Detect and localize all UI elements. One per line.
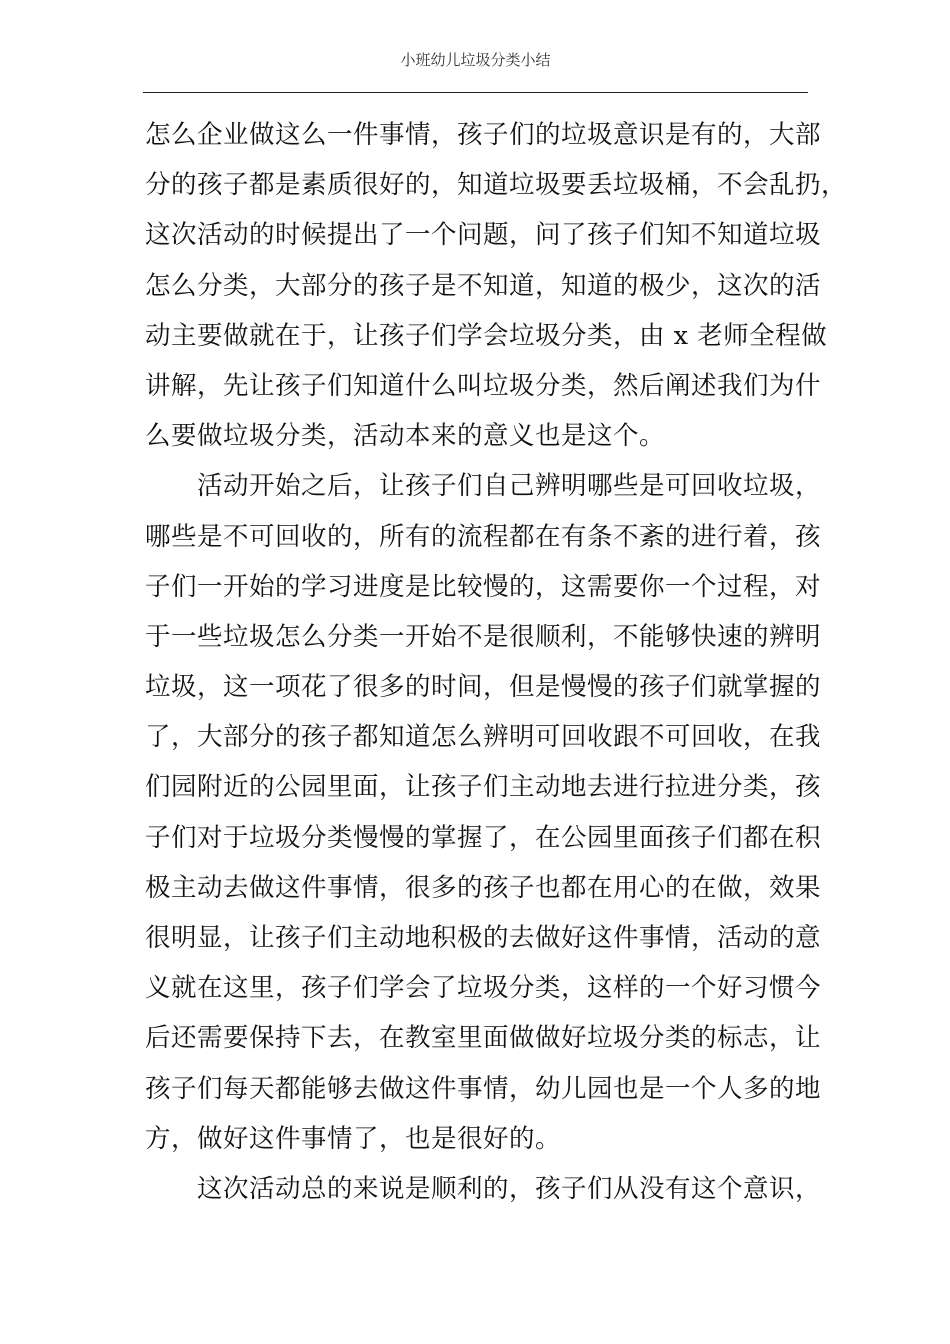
text-line: 讲解，先让孩子们知道什么叫垃圾分类，然后阐述我们为什 [145,370,822,401]
text-line: 方，做好这件事情了，也是很好的。 [145,1123,562,1154]
text-line: 了，大部分的孩子都知道怎么辨明可回收跟不可回收，在我 [145,722,822,753]
header-divider [143,92,808,93]
text-line: 极主动去做这件事情，很多的孩子也都在用心的在做，效果 [145,872,822,903]
text-line: 孩子们每天都能够去做这件事情，幼儿园也是一个人多的地 [145,1073,822,1104]
text-line: 垃圾，这一项花了很多的时间，但是慢慢的孩子们就掌握的 [145,672,822,703]
text-line: 哪些是不可回收的，所有的流程都在有条不紊的进行着，孩 [145,521,822,552]
text-line: 们园附近的公园里面，让孩子们主动地去进行拉进分类，孩 [145,772,822,803]
text-line: 动主要做就在于，让孩子们学会垃圾分类，由 x 老师全程做 [145,320,828,351]
document-body [145,110,848,1214]
text-line: 怎么分类，大部分的孩子是不知道，知道的极少，这次的活 [145,270,822,301]
text-line: 这次活动总的来说是顺利的，孩子们从没有这个意识， [197,1173,822,1204]
text-line: 怎么企业做这么一件事情，孩子们的垃圾意识是有的，大部 [145,120,822,150]
text-line: 么要做垃圾分类，活动本来的意义也是这个。 [145,421,666,452]
text-line: 义就在这里，孩子们学会了垃圾分类，这样的一个好习惯今 [145,973,822,1004]
text-line: 子们对于垃圾分类慢慢的掌握了，在公园里面孩子们都在积 [145,822,822,853]
text-line: 这次活动的时候提出了一个问题，问了孩子们知不知道垃圾 [145,220,822,251]
text-line: 分的孩子都是素质很好的，知道垃圾要丢垃圾桶，不会乱扔， [145,170,848,201]
text-line: 后还需要保持下去，在教室里面做做好垃圾分类的标志，让 [145,1023,822,1054]
text-line: 很明显，让孩子们主动地积极的去做好这件事情，活动的意 [145,923,822,953]
page-header-title: 小班幼儿垃圾分类小结 [400,51,551,69]
text-line: 子们一开始的学习进度是比较慢的，这需要你一个过程，对 [145,571,822,602]
text-line: 于一些垃圾怎么分类一开始不是很顺利，不能够快速的辨明 [145,621,822,652]
text-line: 活动开始之后，让孩子们自己辨明哪些是可回收垃圾， [197,471,822,502]
